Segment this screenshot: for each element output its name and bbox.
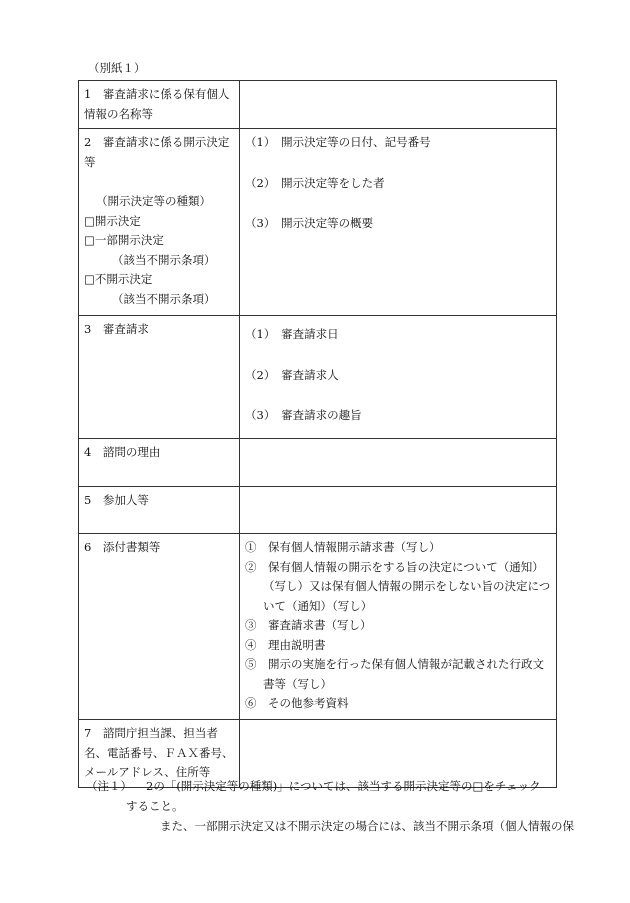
row-label-text: 2 審査請求に係る開示決定等 [84,135,230,169]
content-item: （3） 審査請求の趣旨 [245,408,362,422]
content-item: （1） 開示決定等の日付、記号番号 [245,135,431,149]
kinds-title: （開示決定等の種類） [96,194,211,208]
note-label: （注１） [86,779,132,793]
row-label: 7 諮問庁担当課、担当者名、電話番号、ＦＡＸ番号、メールアドレス、住所等 [79,720,240,788]
row-label: 1 審査請求に係る保有個人情報の名称等 [79,81,240,129]
row-label: 3 審査請求 [79,316,240,439]
content-item: （2） 開示決定等をした者 [245,175,385,190]
row-content [240,316,557,439]
attachment-item: ⑤ 開示の実施を行った保有個人情報が記載された行政文書等（写し） [245,657,544,691]
attachment-item: ③ 審査請求書（写し） [245,618,372,632]
table-row [79,129,557,316]
kind-sub-item: （該当不開示条項） [112,252,216,267]
row-label: 4 諮問の理由 [79,439,240,487]
note-text-cont: また、一部開示決定又は不開示決定の場合には、該当不開示条項（個人情報の保 [160,819,574,833]
row-content [240,439,557,487]
table-row [79,439,557,487]
note-text-cont: すること。 [126,799,184,813]
table-row [79,81,557,129]
kind-item: □開示決定 [84,213,141,228]
note-text: 2の「(開示決定等の種類)」については、該当する開示決定等の□をチェック [146,779,541,793]
kind-item: □不開示決定 [84,272,153,286]
attachment-item: ④ 理由説明書 [245,637,326,652]
notes [86,776,574,836]
form-table [78,80,557,788]
content-item: （1） 審査請求日 [245,327,339,341]
kind-sub-item: （該当不開示条項） [112,291,216,306]
attachment-item: ② 保有個人情報の開示をする旨の決定について（通知）（写し）又は保有個人情報の開示をしない旨の決定について（通知）（写し） [245,559,551,613]
row-content [240,534,557,720]
attachment-label: （別紙１） [88,61,146,75]
table-row [79,487,557,534]
row-content [240,81,557,129]
row-label: 5 参加人等 [79,487,240,534]
row-label: 6 添付書類等 [79,534,240,720]
attachment-item: ⑥ その他参考資料 [245,696,349,710]
table-row [79,534,557,720]
kinds-list [84,192,234,309]
table-row [79,316,557,439]
row-content [240,129,557,316]
row-content [240,487,557,534]
content-item: （2） 審査請求人 [245,367,339,382]
kind-item: □一部開示決定 [84,233,164,247]
row-label [79,129,240,316]
attachment-item: ① 保有個人情報開示請求書（写し） [245,540,441,554]
note-line [86,776,566,796]
content-item: （3） 開示決定等の概要 [245,216,374,230]
